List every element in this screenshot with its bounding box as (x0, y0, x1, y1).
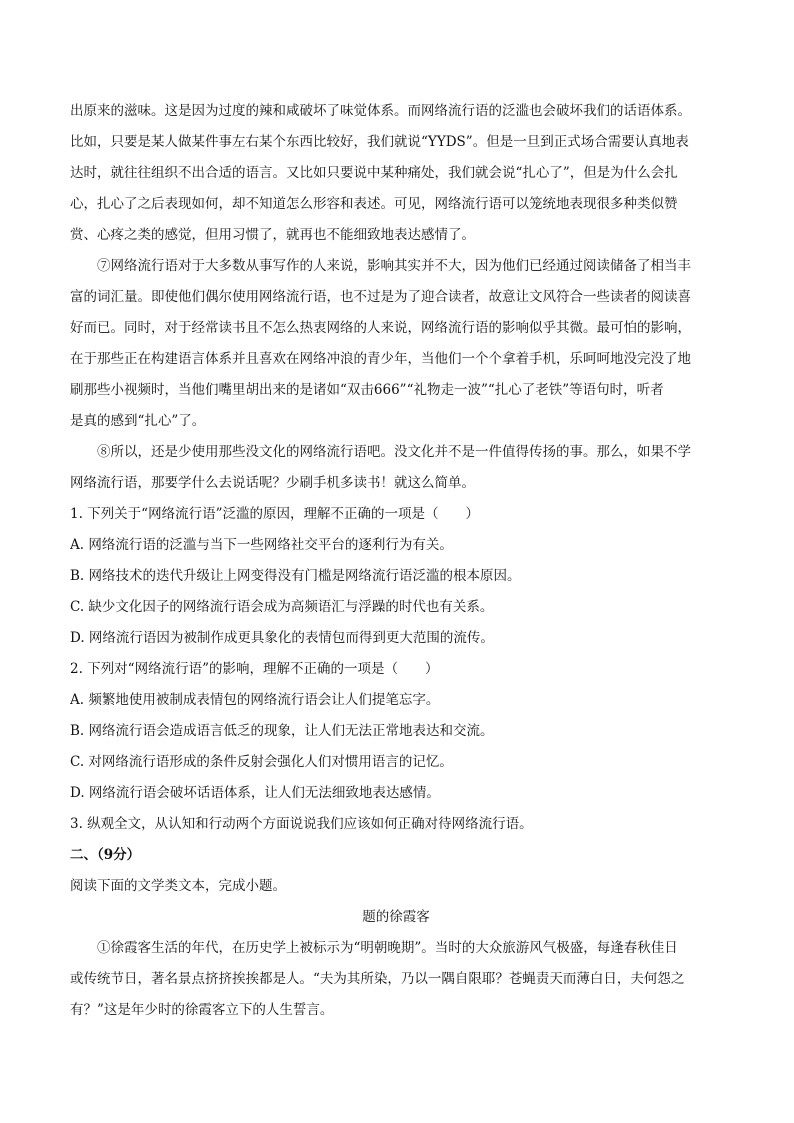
question-stem: 1. 下列关于“网络流行语”泛滥的原因，理解不正确的一项是（ ） (70, 506, 479, 522)
section-2 (70, 840, 722, 1026)
text-line: ⑦网络流行语对于大多数从事写作的人来说，影响其实并不大，因为他们已经通过阅读储备了相当丰 (97, 258, 691, 274)
text-line: 或传统节日，著名景点挤挤挨挨都是人。“夫为其所染，乃以一隅自限耶？苍蝇责天而薄白日，夫何怨之 (70, 971, 685, 987)
question-2 (70, 654, 722, 809)
text-line: 刷那些小视频时，当他们嘴里胡出来的是诸如“双击666”“礼物走一波”“扎心了老铁”等语句时，听者 (70, 382, 664, 398)
option-a: A. 网络流行语的泛滥与当下一些网络社交平台的逐利行为有关。 (70, 537, 453, 553)
text-line: 富的词汇量。即使他们偶尔使用网络流行语，也不过是为了迎合读者，故意让文风符合一些读者的阅读喜 (70, 289, 691, 305)
text-line: ①徐霞客生活的年代，在历史学上被标示为“明朝晚期”。当时的大众旅游风气极盛，每逢春秋佳日 (97, 940, 678, 956)
text-line: 赏、心疼之类的感觉，但用习惯了，就再也不能细致地表达感情了。 (70, 227, 475, 243)
section-instruction: 阅读下面的文学类文本，完成小题。 (70, 878, 286, 894)
paragraph-7 (70, 251, 722, 437)
article-paragraph-1 (70, 933, 722, 1026)
paragraph-8 (70, 437, 722, 499)
option-c: C. 缺少文化因子的网络流行语会成为高频语汇与浮躁的时代也有关系。 (70, 599, 494, 615)
text-line: 网络流行语，那要学什么去说话呢？少刷手机多读书！就这么简单。 (70, 475, 475, 491)
option-c: C. 对网络流行语形成的条件反射会强化人们对惯用语言的记忆。 (70, 754, 453, 770)
question-3 (70, 809, 722, 840)
text-line: 好而已。同时，对于经常读书且不怎么热衷网络的人来说，网络流行语的影响似乎其微。最可怕的影响， (70, 320, 691, 336)
text-line: 有？”这是年少时的徐霞客立下的人生誓言。 (70, 1002, 334, 1018)
option-a: A. 频繁地使用被制成表情包的网络流行语会让人们提笔忘字。 (70, 692, 440, 708)
paragraph-6 (70, 96, 722, 251)
question-1 (70, 499, 722, 654)
question-stem: 3. 纵观全文，从认知和行动两个方面说说我们应该如何正确对待网络流行语。 (70, 816, 533, 832)
question-stem: 2. 下列对“网络流行语”的影响，理解不正确的一项是（ ） (70, 661, 439, 677)
text-line: 达时，就往往组织不出合适的语言。又比如只要说中某种痛处，我们就会说“扎心了”，但是为什么会扎 (70, 165, 678, 181)
option-b: B. 网络技术的迭代升级让上网变得没有门槛是网络流行语泛滥的根本原因。 (70, 568, 521, 584)
section-heading: 二、（9分） (70, 847, 141, 863)
text-line: 比如，只要是某人做某件事左右某个东西比较好，我们就说“YYDS”。但是一旦到正式场合需要认真地表 (70, 134, 689, 150)
option-d: D. 网络流行语因为被制作成更具象化的表情包而得到更大范围的流传。 (70, 630, 494, 646)
text-line: 心，扎心了之后表现如何，却不知道怎么形容和表述。可见，网络流行语可以笼统地表现很多种类似赞 (70, 196, 678, 212)
option-d: D. 网络流行语会破坏话语体系，让人们无法细致地表达感情。 (70, 785, 440, 801)
text-line: 是真的感到“扎心”了。 (70, 413, 206, 429)
text-line: 出原来的滋味。这是因为过度的辣和咸破坏了味觉体系。而网络流行语的泛滥也会破坏我们的话语体系。 (70, 103, 691, 119)
text-line: 在于那些正在构建语言体系并且喜欢在网络冲浪的青少年，当他们一个个拿着手机，乐呵呵地没完没了地 (70, 351, 691, 367)
article-title: 题的徐霞客 (362, 909, 430, 925)
text-line: ⑧所以，还是少使用那些没文化的网络流行语吧。没文化并不是一件值得传扬的事。那么，如果不学 (97, 444, 691, 460)
option-b: B. 网络流行语会造成语言低乏的现象，让人们无法正常地表达和交流。 (70, 723, 494, 739)
document-page (70, 96, 722, 1026)
